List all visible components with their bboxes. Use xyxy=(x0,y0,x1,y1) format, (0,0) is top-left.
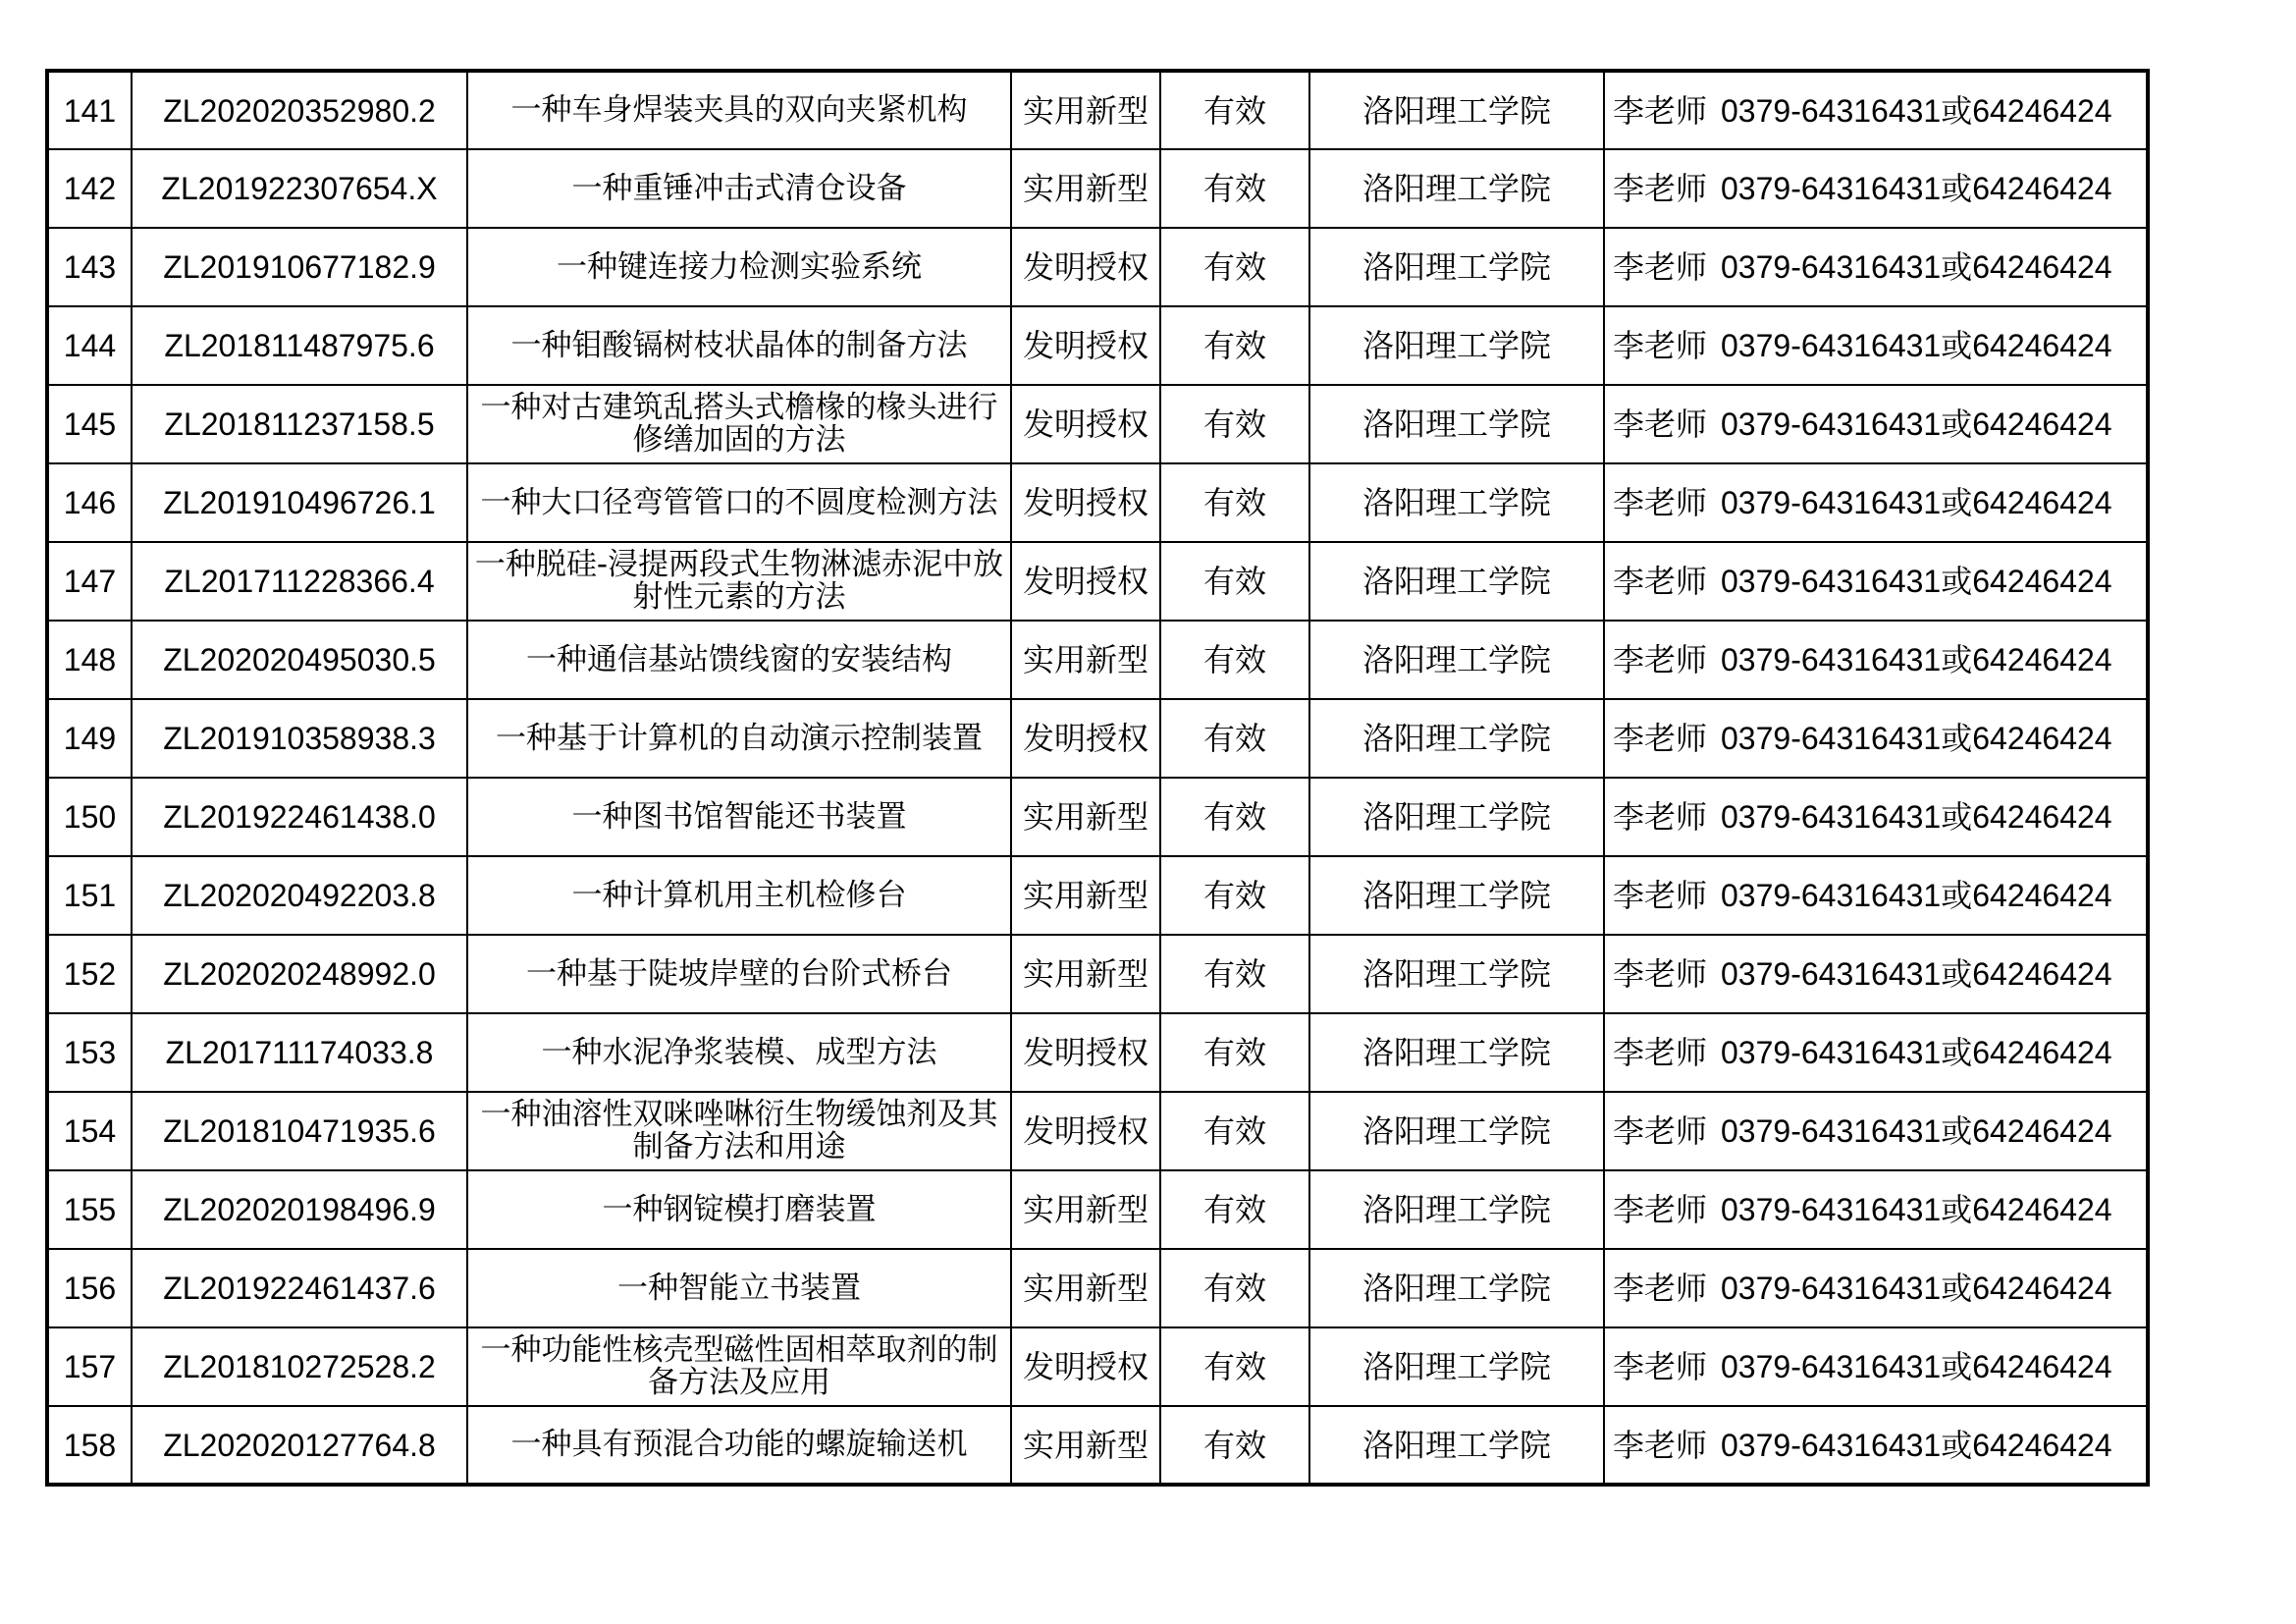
patent-status: 有效 xyxy=(1160,1013,1309,1092)
row-number: 142 xyxy=(47,149,132,228)
contact-cell xyxy=(1604,1406,2148,1485)
patent-title: 一种具有预混合功能的螺旋输送机 xyxy=(467,1406,1011,1485)
table-row xyxy=(47,385,2148,463)
patent-status: 有效 xyxy=(1160,621,1309,699)
patent-number: ZL202020127764.8 xyxy=(132,1406,467,1485)
contact-cell xyxy=(1604,935,2148,1013)
contact-cell xyxy=(1604,699,2148,778)
patent-owner: 洛阳理工学院 xyxy=(1309,149,1604,228)
contact-phone: 0379-64316431或64246424 xyxy=(1721,1035,2112,1070)
patent-type: 发明授权 xyxy=(1011,1013,1160,1092)
patent-title: 一种车身焊装夹具的双向夹紧机构 xyxy=(467,71,1011,149)
patent-type: 发明授权 xyxy=(1011,385,1160,463)
contact-cell xyxy=(1604,621,2148,699)
contact-name: 李老师 xyxy=(1613,170,1708,207)
patent-title: 一种基于陡坡岸壁的台阶式桥台 xyxy=(467,935,1011,1013)
row-number: 158 xyxy=(47,1406,132,1485)
patent-owner: 洛阳理工学院 xyxy=(1309,1327,1604,1406)
patent-number: ZL201810272528.2 xyxy=(132,1327,467,1406)
contact-cell xyxy=(1604,149,2148,228)
table-row xyxy=(47,1327,2148,1406)
contact-cell xyxy=(1604,1170,2148,1249)
patent-type: 发明授权 xyxy=(1011,699,1160,778)
contact-cell xyxy=(1604,856,2148,935)
patent-owner: 洛阳理工学院 xyxy=(1309,306,1604,385)
patent-number: ZL201922461437.6 xyxy=(132,1249,467,1327)
contact-phone: 0379-64316431或64246424 xyxy=(1721,485,2112,520)
patent-owner: 洛阳理工学院 xyxy=(1309,778,1604,856)
contact-cell xyxy=(1604,542,2148,621)
row-number: 154 xyxy=(47,1092,132,1170)
table-row xyxy=(47,1092,2148,1170)
table-row xyxy=(47,699,2148,778)
row-number: 150 xyxy=(47,778,132,856)
row-number: 147 xyxy=(47,542,132,621)
row-number: 141 xyxy=(47,71,132,149)
patent-owner: 洛阳理工学院 xyxy=(1309,935,1604,1013)
patent-status: 有效 xyxy=(1160,935,1309,1013)
row-number: 156 xyxy=(47,1249,132,1327)
patent-status: 有效 xyxy=(1160,228,1309,306)
contact-name: 李老师 xyxy=(1613,1112,1708,1150)
patent-owner: 洛阳理工学院 xyxy=(1309,228,1604,306)
patent-title: 一种重锤冲击式清仓设备 xyxy=(467,149,1011,228)
contact-cell xyxy=(1604,1327,2148,1406)
patent-title: 一种水泥净浆装模、成型方法 xyxy=(467,1013,1011,1092)
row-number: 151 xyxy=(47,856,132,935)
contact-phone: 0379-64316431或64246424 xyxy=(1721,328,2112,363)
table-row xyxy=(47,778,2148,856)
row-number: 143 xyxy=(47,228,132,306)
contact-phone: 0379-64316431或64246424 xyxy=(1721,956,2112,992)
patent-table xyxy=(45,69,2150,1487)
row-number: 148 xyxy=(47,621,132,699)
contact-phone: 0379-64316431或64246424 xyxy=(1721,1349,2112,1384)
patent-status: 有效 xyxy=(1160,542,1309,621)
patent-title: 一种对古建筑乱搭头式檐椽的椽头进行修缮加固的方法 xyxy=(467,385,1011,463)
patent-status: 有效 xyxy=(1160,71,1309,149)
table-row xyxy=(47,71,2148,149)
table-row xyxy=(47,542,2148,621)
patent-title: 一种通信基站馈线窗的安装结构 xyxy=(467,621,1011,699)
patent-number: ZL202020198496.9 xyxy=(132,1170,467,1249)
contact-name: 李老师 xyxy=(1613,248,1708,286)
table-row xyxy=(47,228,2148,306)
patent-number: ZL202020248992.0 xyxy=(132,935,467,1013)
contact-phone: 0379-64316431或64246424 xyxy=(1721,564,2112,599)
contact-phone: 0379-64316431或64246424 xyxy=(1721,642,2112,677)
contact-cell xyxy=(1604,306,2148,385)
table-row xyxy=(47,621,2148,699)
patent-number: ZL202020492203.8 xyxy=(132,856,467,935)
contact-name: 李老师 xyxy=(1613,877,1708,914)
patent-status: 有效 xyxy=(1160,1249,1309,1327)
contact-cell xyxy=(1604,463,2148,542)
row-number: 144 xyxy=(47,306,132,385)
patent-owner: 洛阳理工学院 xyxy=(1309,1249,1604,1327)
contact-phone: 0379-64316431或64246424 xyxy=(1721,1113,2112,1149)
patent-number: ZL201711228366.4 xyxy=(132,542,467,621)
patent-owner: 洛阳理工学院 xyxy=(1309,621,1604,699)
patent-type: 发明授权 xyxy=(1011,228,1160,306)
patent-title: 一种功能性核壳型磁性固相萃取剂的制备方法及应用 xyxy=(467,1327,1011,1406)
contact-phone: 0379-64316431或64246424 xyxy=(1721,1271,2112,1306)
patent-owner: 洛阳理工学院 xyxy=(1309,1406,1604,1485)
contact-cell xyxy=(1604,71,2148,149)
contact-cell xyxy=(1604,1249,2148,1327)
table-row xyxy=(47,1406,2148,1485)
patent-status: 有效 xyxy=(1160,385,1309,463)
table-row xyxy=(47,149,2148,228)
patent-type: 发明授权 xyxy=(1011,306,1160,385)
patent-status: 有效 xyxy=(1160,1170,1309,1249)
patent-type: 实用新型 xyxy=(1011,621,1160,699)
patent-number: ZL201910677182.9 xyxy=(132,228,467,306)
patent-number: ZL201922307654.X xyxy=(132,149,467,228)
patent-status: 有效 xyxy=(1160,1406,1309,1485)
patent-owner: 洛阳理工学院 xyxy=(1309,463,1604,542)
patent-number: ZL201922461438.0 xyxy=(132,778,467,856)
row-number: 149 xyxy=(47,699,132,778)
patent-owner: 洛阳理工学院 xyxy=(1309,71,1604,149)
table-row xyxy=(47,856,2148,935)
patent-status: 有效 xyxy=(1160,778,1309,856)
patent-owner: 洛阳理工学院 xyxy=(1309,1092,1604,1170)
contact-phone: 0379-64316431或64246424 xyxy=(1721,721,2112,756)
contact-phone: 0379-64316431或64246424 xyxy=(1721,171,2112,206)
patent-type: 实用新型 xyxy=(1011,149,1160,228)
patent-title: 一种基于计算机的自动演示控制装置 xyxy=(467,699,1011,778)
patent-number: ZL202020495030.5 xyxy=(132,621,467,699)
contact-name: 李老师 xyxy=(1613,327,1708,364)
contact-name: 李老师 xyxy=(1613,91,1708,130)
contact-name: 李老师 xyxy=(1613,1426,1708,1464)
patent-type: 实用新型 xyxy=(1011,778,1160,856)
row-number: 145 xyxy=(47,385,132,463)
contact-name: 李老师 xyxy=(1613,798,1708,836)
contact-phone: 0379-64316431或64246424 xyxy=(1721,1427,2112,1463)
patent-title: 一种大口径弯管管口的不圆度检测方法 xyxy=(467,463,1011,542)
table-row xyxy=(47,306,2148,385)
patent-title: 一种钢锭模打磨装置 xyxy=(467,1170,1011,1249)
contact-name: 李老师 xyxy=(1613,1348,1708,1385)
contact-cell xyxy=(1604,778,2148,856)
patent-status: 有效 xyxy=(1160,1092,1309,1170)
contact-name: 李老师 xyxy=(1613,720,1708,757)
patent-type: 发明授权 xyxy=(1011,542,1160,621)
contact-cell xyxy=(1604,1092,2148,1170)
patent-type: 实用新型 xyxy=(1011,1249,1160,1327)
patent-type: 发明授权 xyxy=(1011,1327,1160,1406)
patent-type: 发明授权 xyxy=(1011,1092,1160,1170)
patent-type: 实用新型 xyxy=(1011,71,1160,149)
patent-title: 一种脱硅-浸提两段式生物淋滤赤泥中放射性元素的方法 xyxy=(467,542,1011,621)
patent-number: ZL201810471935.6 xyxy=(132,1092,467,1170)
patent-title: 一种图书馆智能还书装置 xyxy=(467,778,1011,856)
patent-number: ZL202020352980.2 xyxy=(132,71,467,149)
patent-title: 一种计算机用主机检修台 xyxy=(467,856,1011,935)
contact-phone: 0379-64316431或64246424 xyxy=(1721,878,2112,913)
patent-owner: 洛阳理工学院 xyxy=(1309,1013,1604,1092)
row-number: 153 xyxy=(47,1013,132,1092)
patent-type: 发明授权 xyxy=(1011,463,1160,542)
patent-status: 有效 xyxy=(1160,463,1309,542)
patent-number: ZL201811487975.6 xyxy=(132,306,467,385)
patent-status: 有效 xyxy=(1160,699,1309,778)
patent-type: 实用新型 xyxy=(1011,935,1160,1013)
row-number: 155 xyxy=(47,1170,132,1249)
row-number: 157 xyxy=(47,1327,132,1406)
contact-name: 李老师 xyxy=(1613,1191,1708,1228)
contact-phone: 0379-64316431或64246424 xyxy=(1721,1192,2112,1227)
contact-name: 李老师 xyxy=(1613,1270,1708,1307)
patent-status: 有效 xyxy=(1160,149,1309,228)
patent-owner: 洛阳理工学院 xyxy=(1309,856,1604,935)
table-body xyxy=(47,71,2148,1485)
patent-number: ZL201711174033.8 xyxy=(132,1013,467,1092)
patent-title: 一种油溶性双咪唑啉衍生物缓蚀剂及其制备方法和用途 xyxy=(467,1092,1011,1170)
patent-number: ZL201910358938.3 xyxy=(132,699,467,778)
contact-phone: 0379-64316431或64246424 xyxy=(1721,249,2112,285)
patent-number: ZL201910496726.1 xyxy=(132,463,467,542)
row-number: 146 xyxy=(47,463,132,542)
contact-name: 李老师 xyxy=(1613,563,1708,600)
table-row xyxy=(47,463,2148,542)
contact-cell xyxy=(1604,1013,2148,1092)
patent-number: ZL201811237158.5 xyxy=(132,385,467,463)
patent-status: 有效 xyxy=(1160,856,1309,935)
contact-name: 李老师 xyxy=(1613,406,1708,443)
patent-title: 一种智能立书装置 xyxy=(467,1249,1011,1327)
patent-title: 一种钼酸镉树枝状晶体的制备方法 xyxy=(467,306,1011,385)
table-row xyxy=(47,935,2148,1013)
contact-name: 李老师 xyxy=(1613,484,1708,521)
table-row xyxy=(47,1249,2148,1327)
contact-phone: 0379-64316431或64246424 xyxy=(1721,92,2112,129)
contact-cell xyxy=(1604,385,2148,463)
contact-name: 李老师 xyxy=(1613,641,1708,678)
patent-owner: 洛阳理工学院 xyxy=(1309,542,1604,621)
patent-title: 一种键连接力检测实验系统 xyxy=(467,228,1011,306)
row-number: 152 xyxy=(47,935,132,1013)
patent-type: 实用新型 xyxy=(1011,856,1160,935)
patent-owner: 洛阳理工学院 xyxy=(1309,699,1604,778)
patent-owner: 洛阳理工学院 xyxy=(1309,385,1604,463)
contact-phone: 0379-64316431或64246424 xyxy=(1721,799,2112,835)
table-row xyxy=(47,1013,2148,1092)
table-row xyxy=(47,1170,2148,1249)
contact-cell xyxy=(1604,228,2148,306)
patent-owner: 洛阳理工学院 xyxy=(1309,1170,1604,1249)
contact-name: 李老师 xyxy=(1613,955,1708,993)
patent-type: 实用新型 xyxy=(1011,1170,1160,1249)
contact-name: 李老师 xyxy=(1613,1034,1708,1071)
patent-status: 有效 xyxy=(1160,306,1309,385)
contact-phone: 0379-64316431或64246424 xyxy=(1721,406,2112,442)
patent-type: 实用新型 xyxy=(1011,1406,1160,1485)
patent-status: 有效 xyxy=(1160,1327,1309,1406)
